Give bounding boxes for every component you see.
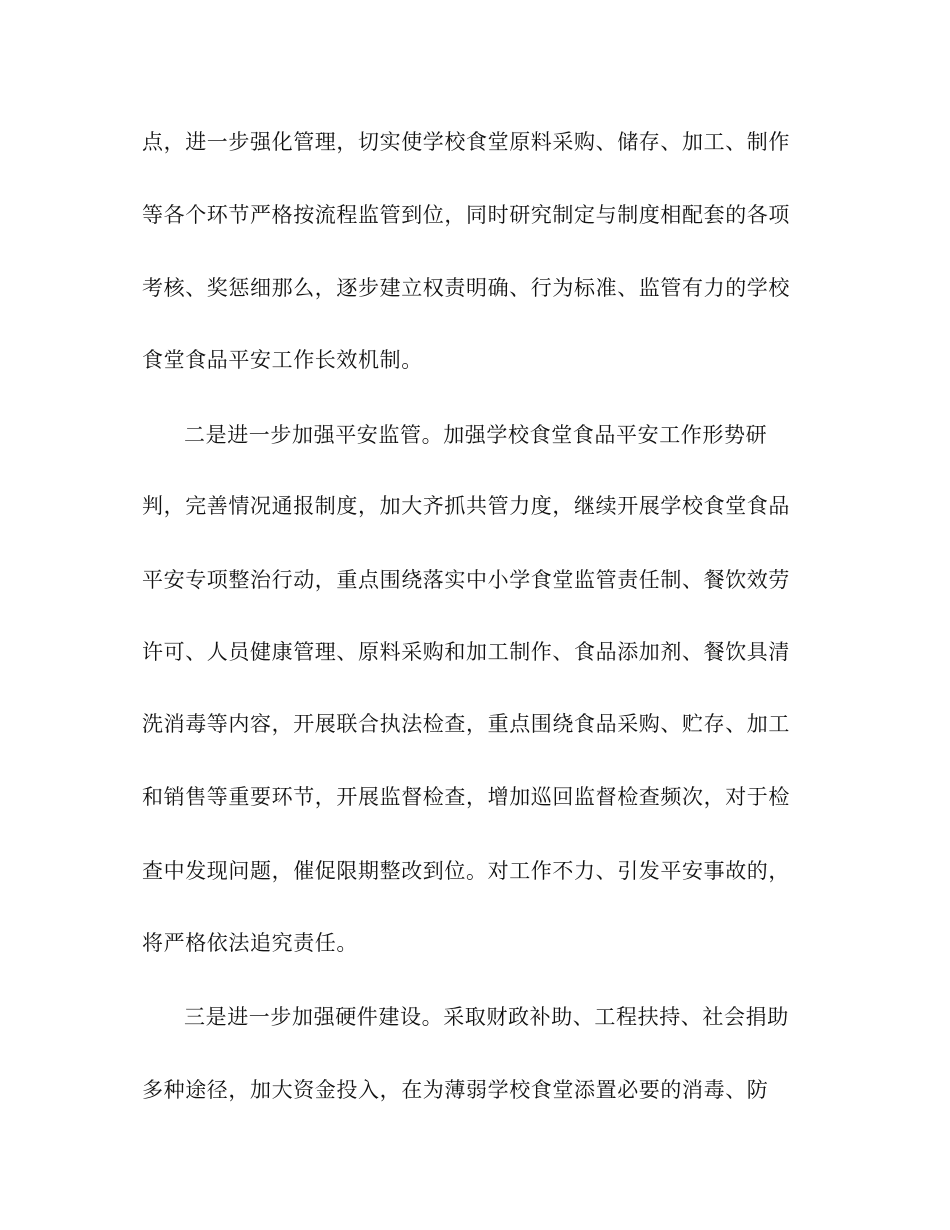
text-line: 等各个环节严格按流程监管到位，同时研究制定与制度相配套的各项 [142,203,790,227]
text-line: 食堂食品平安工作长效机制。 [142,348,423,372]
text-line: 洗消毒等内容，开展联合执法检查，重点围绕食品采购、贮存、加工 [142,712,790,736]
text-line: 考核、奖惩细那么，逐步建立权责明确、行为标准、监管有力的学校 [142,276,790,300]
text-line: 将严格依法追究责任。 [142,931,358,955]
text-line: 点，进一步强化管理，切实使学校食堂原料采购、储存、加工、制作 [142,130,790,154]
paragraph-start-line: 二是进一步加强平安监管。加强学校食堂食品平安工作形势研 [184,423,768,447]
text-line: 许可、人员健康管理、原料采购和加工制作、食品添加剂、餐饮具清 [142,640,790,664]
text-line: 多种途径，加大资金投入，在为薄弱学校食堂添置必要的消毒、防 [142,1078,769,1102]
text-line: 平安专项整治行动，重点围绕落实中小学食堂监管责任制、餐饮效劳 [142,568,790,592]
text-line: 判，完善情况通报制度，加大齐抓共管力度，继续开展学校食堂食品 [142,494,790,518]
text-line: 查中发现问题，催促限期整改到位。对工作不力、引发平安事故的， [142,859,790,883]
text-line: 和销售等重要环节，开展监督检查，增加巡回监督检查频次，对于检 [142,785,790,809]
paragraph-start-line: 三是进一步加强硬件建设。采取财政补助、工程扶持、社会捐助 [184,1005,789,1029]
